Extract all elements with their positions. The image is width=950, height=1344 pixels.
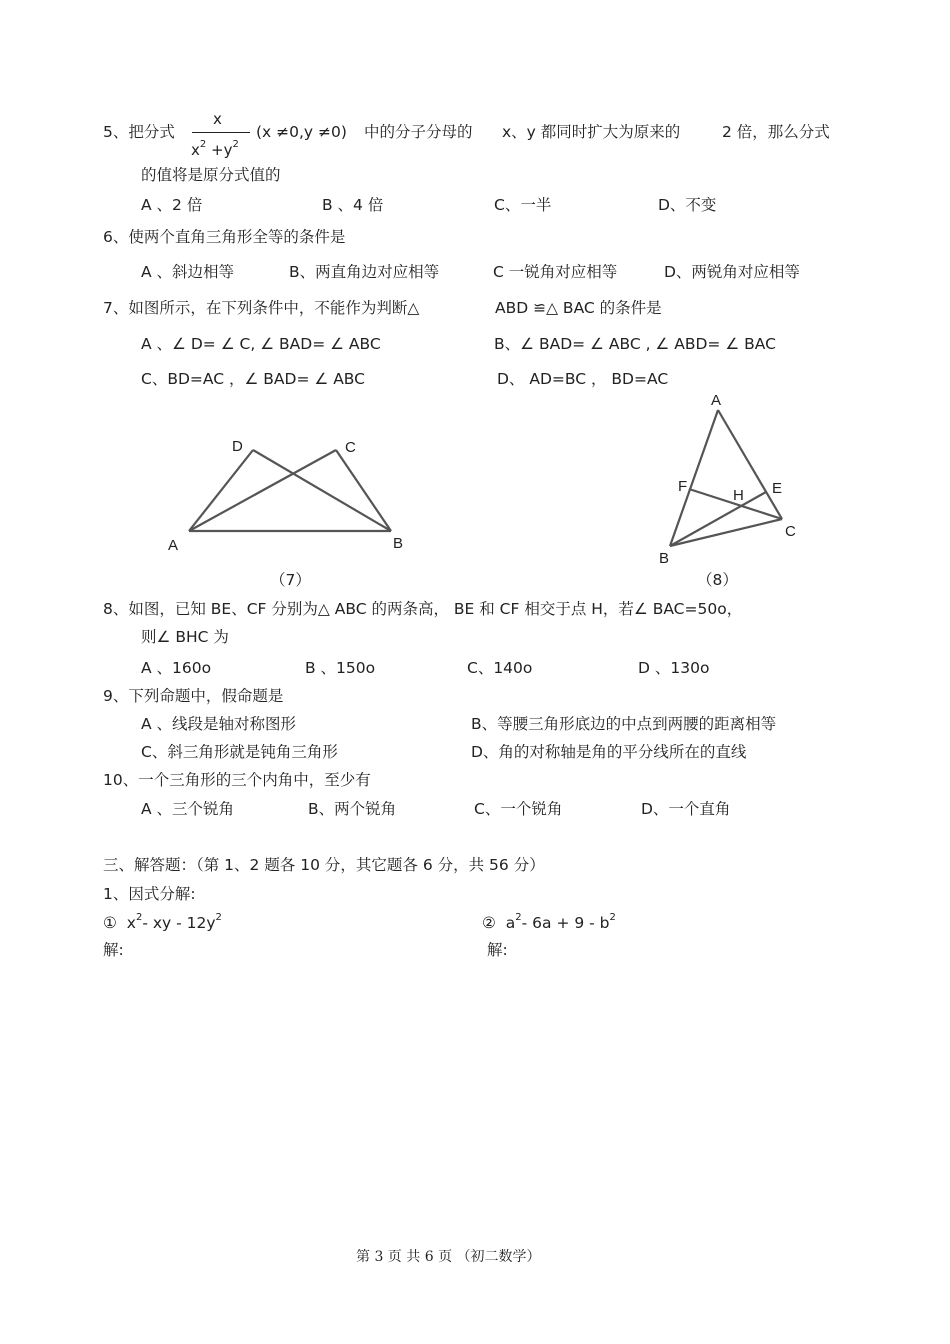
q9-option-b: B、等腰三角形底边的中点到两腰的距离相等 <box>471 715 777 733</box>
q5-option-a: A 、2 倍 <box>141 196 203 214</box>
solve-label-1: 解: <box>103 941 124 959</box>
q8-option-b: B 、150o <box>305 659 376 677</box>
q6-option-a: A 、斜边相等 <box>141 263 235 281</box>
fig8-segment-be <box>670 492 766 546</box>
q10-option-c: C、一个锐角 <box>474 800 563 818</box>
q7-option-b: B、∠ BAD= ∠ ABC , ∠ ABD= ∠ BAC <box>494 335 776 353</box>
q5-prefix: 5、把分式 <box>103 123 175 141</box>
q6-option-b: B、两直角边对应相等 <box>289 263 440 281</box>
fig8-segment-bc <box>670 519 782 546</box>
fig7-caption: （7） <box>270 571 311 589</box>
q6-stem: 6、使两个直角三角形全等的条件是 <box>103 228 346 246</box>
q5-text2: x、y 都同时扩大为原来的 <box>502 123 681 141</box>
q7-option-c: C、BD=AC ，∠ BAD= ∠ ABC <box>141 370 365 388</box>
q9-option-d: D、角的对称轴是角的平分线所在的直线 <box>471 743 747 761</box>
fig8-caption: （8） <box>697 571 738 589</box>
q10-option-b: B、两个锐角 <box>308 800 397 818</box>
fig7-segment-ad <box>189 450 253 531</box>
q5-option-b: B 、4 倍 <box>322 196 384 214</box>
q9-stem: 9、下列命题中，假命题是 <box>103 687 284 705</box>
fig8-label-f: F <box>678 478 688 495</box>
section3-p1: 1、因式分解: <box>103 885 196 903</box>
section3-title: 三、解答题：（第 1、2 题各 10 分，其它题各 6 分，共 56 分） <box>103 856 545 874</box>
q5-option-d: D、不变 <box>658 196 717 214</box>
fig8-label-a: A <box>711 392 722 409</box>
fig8-label-c: C <box>785 523 796 540</box>
fig7-segment-db <box>253 450 391 531</box>
q8-stem2: 则∠ BHC 为 <box>141 628 229 646</box>
fraction-numerator: x <box>213 110 222 128</box>
q9-option-c: C、斜三角形就是钝角三角形 <box>141 743 338 761</box>
fig7-segment-cb <box>336 450 391 531</box>
q7-option-a: A 、∠ D= ∠ C, ∠ BAD= ∠ ABC <box>141 335 381 353</box>
q10-option-a: A 、三个锐角 <box>141 800 235 818</box>
factor-item-2: ② $a^2-$ $6a + 9 - b^2$ <box>482 912 616 932</box>
q8-option-c: C、140o <box>467 659 533 677</box>
q7-option-d: D、 AD=BC ， BD=AC <box>497 370 669 388</box>
q6-option-d: D、两锐角对应相等 <box>664 263 800 281</box>
q5-line2: 的值将是原分式值的 <box>141 166 281 184</box>
fig7-label-c: C <box>345 439 356 456</box>
q10-option-d: D、一个直角 <box>641 800 731 818</box>
factor-item-1: ① $x^2-$ xy - $12y^2$ <box>103 912 222 932</box>
q7-stem: 7、如图所示，在下列条件中，不能作为判断△ <box>103 299 420 317</box>
q5-option-c: C、一半 <box>494 196 552 214</box>
fig7-label-a: A <box>168 537 179 554</box>
fig8-label-h: H <box>733 487 744 504</box>
fraction-denominator: $x^2 +y^2$ <box>191 139 239 159</box>
q7-stem2: ABD ≌△ BAC 的条件是 <box>495 299 662 317</box>
fig8-label-e: E <box>772 480 783 497</box>
fig7-segment-ac <box>189 450 336 531</box>
fig8-segment-ac <box>718 410 782 519</box>
q6-option-c: C 一锐角对应相等 <box>493 263 618 281</box>
fig7-label-b: B <box>393 535 404 552</box>
q8-stem: 8、如图，已知 BE、CF 分别为△ ABC 的两条高， BE 和 CF 相交于点 H，若∠ BAC=50o， <box>103 600 743 618</box>
q5-text1: 中的分子分母的 <box>364 123 473 141</box>
q5-condition: (x ≠0,y ≠0) <box>256 123 347 141</box>
fig8-label-b: B <box>659 550 670 567</box>
q5-text3: 2 倍，那么分式 <box>722 123 830 141</box>
page-footer: 第 3 页 共 6 页 （初二数学） <box>356 1249 541 1265</box>
solve-label-2: 解: <box>487 941 508 959</box>
q8-option-d: D 、130o <box>638 659 710 677</box>
fig7-label-d: D <box>232 438 243 455</box>
q9-option-a: A 、线段是轴对称图形 <box>141 715 297 733</box>
q10-stem: 10、一个三角形的三个内角中，至少有 <box>103 771 371 789</box>
q8-option-a: A 、160o <box>141 659 212 677</box>
